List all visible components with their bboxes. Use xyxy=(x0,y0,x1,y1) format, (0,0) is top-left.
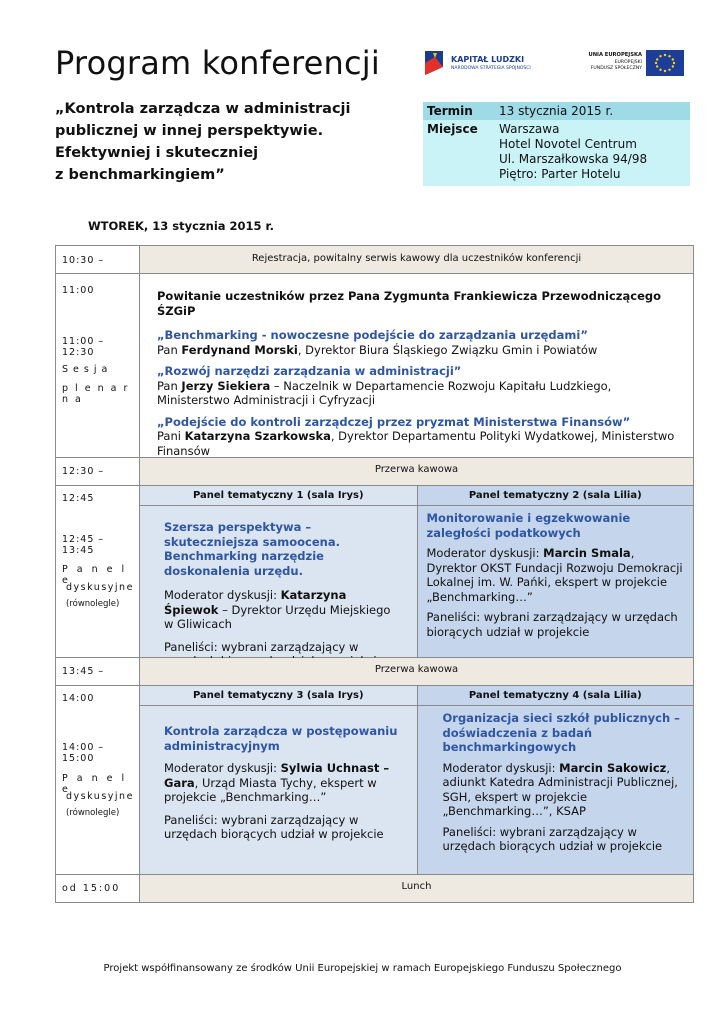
welcome-text: Powitanie uczestników przez Pana Zygmunta Frankiewicza Przewodniczącego ŚZGiP xyxy=(157,289,661,318)
panel-moderator xyxy=(443,761,684,819)
lunch-cell: Lunch xyxy=(140,875,693,902)
panel-4 xyxy=(417,686,694,874)
miejsce-line: Piętro: Parter Hotelu xyxy=(499,167,621,181)
panel-label: (równolegle) xyxy=(66,808,120,818)
time-cell: 13:45 – 14:00 xyxy=(56,658,140,685)
panel-label: P a n e l e xyxy=(62,773,128,795)
kapital-ludzki-tagline: NARODOWA STRATEGIA SPÓJNOŚCI xyxy=(451,66,531,71)
panels-cell xyxy=(140,686,693,874)
subtitle-line: Efektywniej i skuteczniej xyxy=(55,145,259,161)
panel-3 xyxy=(140,686,417,874)
panels-wrap xyxy=(140,486,693,657)
time-cell: od 15:00 xyxy=(56,875,140,902)
eu-logo-line: EUROPEJSKI xyxy=(614,59,642,65)
time-cell: 10:30 – 11:00 xyxy=(56,246,140,273)
moderator-prefix: Moderator dyskusji: xyxy=(164,588,281,602)
panels-wrap xyxy=(140,686,693,874)
time-cell xyxy=(56,686,140,874)
schedule-table xyxy=(55,245,694,903)
speaker-prefix: Pan xyxy=(157,342,182,357)
termin-row xyxy=(423,102,690,120)
moderator-prefix: Moderator dyskusji: xyxy=(164,761,281,775)
panel-head: Panel tematyczny 3 (sala Irys) xyxy=(140,686,417,706)
moderator-name: Katarzyna Śpiewok xyxy=(164,588,347,617)
break-cell: Przerwa kawowa xyxy=(140,458,693,485)
panel-moderator xyxy=(164,588,403,632)
conference-subtitle xyxy=(55,98,395,186)
time-cell xyxy=(56,274,140,457)
panel-title: Monitorowanie i egzekwowanie zaległości podatkowych xyxy=(426,511,631,540)
panel-body xyxy=(418,706,694,874)
panel-title: Szersza perspektywa – skuteczniejsza samoocena. Benchmarking narzędzie doskonalenia urzędu. xyxy=(164,520,340,578)
miejsce-line: Ul. Marszałkowska 94/98 xyxy=(499,152,648,166)
speaker-role: , Dyrektor Biura Śląskiego Związku Gmin i Powiatów xyxy=(297,342,598,357)
panel-1 xyxy=(140,486,417,657)
moderator-prefix: Moderator dyskusji: xyxy=(426,546,544,560)
panel-panelists: Paneliści: wybrani zarządzający w urzędach biorących udział w projekcie xyxy=(442,824,663,853)
moderator-role: , adiunkt Katedra Administracji Publicznej, SGH, ekspert w projekcie „Benchmarking…”, KSAP xyxy=(442,760,678,818)
panel-label: dyskusyjne xyxy=(66,791,134,802)
event-info-table xyxy=(423,102,690,186)
moderator-role: , Dyrektor OKST Fundacji Rozwoju Demokracji Lokalnej im. W. Pańki, ekspert w projekcie „Benchmarking…” xyxy=(426,546,683,604)
moderator-name: Marcin Sakowicz xyxy=(559,760,667,775)
schedule-row xyxy=(56,685,693,874)
miejsce-line: Warszawa xyxy=(499,122,560,136)
panel-body xyxy=(140,506,417,669)
panel-2 xyxy=(417,486,694,657)
panel-body xyxy=(140,706,417,874)
eu-flag-icon xyxy=(646,50,684,76)
panel-title: Organizacja sieci szkół publicznych – doświadczenia z badań benchmarkingowych xyxy=(442,711,680,754)
panel-moderator xyxy=(164,761,403,805)
time-cell: 12:30 – 12:45 xyxy=(56,458,140,485)
schedule-row xyxy=(56,874,693,902)
talk-speaker xyxy=(157,343,683,358)
time-text: 12:45 – 13:45 xyxy=(62,534,105,556)
kapital-ludzki-name: KAPITAŁ LUDZKI xyxy=(451,55,525,64)
moderator-name: Sylwia Uchnast – Gara xyxy=(164,761,390,790)
talk-speaker xyxy=(157,379,683,408)
moderator-role: , Urząd Miasta Tychy, ekspert w projekcie „Benchmarking…” xyxy=(164,775,377,804)
panel-head: Panel tematyczny 1 (sala Irys) xyxy=(140,486,417,506)
time-text: 14:00 – 15:00 xyxy=(62,742,105,764)
miejsce-row xyxy=(423,120,690,186)
panel-body xyxy=(418,506,694,657)
panel-label: P a n e l e xyxy=(62,564,128,586)
plenary-cell xyxy=(140,274,693,457)
talk-speaker xyxy=(157,429,683,458)
talk-title: „Rozwój narzędzi zarządzania w administracji” xyxy=(157,364,462,378)
speaker-name: Ferdynand Morski xyxy=(181,342,298,357)
speaker-prefix: Pani xyxy=(157,429,185,443)
time-text: 11:00 – 12:30 xyxy=(62,336,105,358)
footer-note: Projekt współfinansowany ze środków Unii Europejskiej w ramach Europejskiego Funduszu Społecznego xyxy=(103,963,622,974)
eu-logo-text xyxy=(588,52,642,73)
termin-value: 13 stycznia 2015 r. xyxy=(499,104,614,118)
kapital-ludzki-flag-icon xyxy=(423,49,445,77)
session-label: p l e n a r n a xyxy=(62,383,130,405)
speaker-role: – Naczelnik w Departamencie Rozwoju Kapitału Ludzkiego, Ministerstwo Administracji i Cyfryzacji xyxy=(157,378,612,407)
kapital-ludzki-logo xyxy=(423,49,533,79)
panel-moderator xyxy=(427,546,684,604)
miejsce-label: Miejsce xyxy=(427,122,478,136)
miejsce-value xyxy=(495,120,690,186)
miejsce-line: Hotel Novotel Centrum xyxy=(499,137,637,151)
panel-head: Panel tematyczny 4 (sala Lilia) xyxy=(418,686,694,706)
speaker-name: Katarzyna Szarkowska xyxy=(184,429,331,443)
session-label: S e s j a xyxy=(62,364,109,375)
eu-logo-line: UNIA EUROPEJSKA xyxy=(588,52,642,58)
speaker-role: , Dyrektor Departamentu Polityki Wydatkowej, Ministerstwo Finansów xyxy=(157,429,675,458)
subtitle-line: publicznej w innej perspektywie. xyxy=(55,123,324,139)
subtitle-line: „Kontrola zarządcza w administracji xyxy=(55,101,351,117)
eu-logo xyxy=(590,50,690,80)
panel-label: (równolegle) xyxy=(66,599,120,609)
panel-label: dyskusyjne xyxy=(66,582,134,593)
panels-cell xyxy=(140,486,693,657)
talk-title: „Benchmarking - nowoczesne podejście do zarządzania urzędami” xyxy=(157,328,588,342)
eu-logo-line: FUNDUSZ SPOŁECZNY xyxy=(590,66,642,71)
registration-cell: Rejestracja, powitalny serwis kawowy dla uczestników konferencji xyxy=(140,246,693,273)
schedule-row xyxy=(56,246,693,296)
break-cell: Przerwa kawowa xyxy=(140,658,693,685)
speaker-name: Jerzy Siekiera xyxy=(181,378,271,393)
moderator-name: Marcin Smala xyxy=(543,546,631,560)
schedule-row xyxy=(56,485,693,657)
day-heading: WTOREK, 13 stycznia 2015 r. xyxy=(88,219,274,233)
speaker-prefix: Pan xyxy=(157,378,182,393)
time-cell xyxy=(56,486,140,657)
talk-title: „Podejście do kontroli zarządczej przez pryzmat Ministerstwa Finansów” xyxy=(157,414,631,429)
page-title: Program konferencji xyxy=(55,44,380,82)
schedule-row xyxy=(56,273,693,457)
subtitle-line: z benchmarkingiem” xyxy=(55,167,225,183)
panel-head: Panel tematyczny 2 (sala Lilia) xyxy=(418,486,694,506)
panel-title: Kontrola zarządcza w postępowaniu administracyjnym xyxy=(164,724,398,753)
panel-panelists: Paneliści: wybrani zarządzający w urzędach biorących udział w projekcie xyxy=(426,610,678,639)
panel-panelists: Paneliści: wybrani zarządzający w urzędach biorących udział w projekcie xyxy=(164,812,384,841)
termin-label: Termin xyxy=(427,104,473,118)
moderator-prefix: Moderator dyskusji: xyxy=(442,760,560,775)
moderator-role: – Dyrektor Urzędu Miejskiego w Gliwicach xyxy=(164,602,391,631)
panel-panelists: Paneliści: wybrani zarządzający w xyxy=(164,639,359,654)
